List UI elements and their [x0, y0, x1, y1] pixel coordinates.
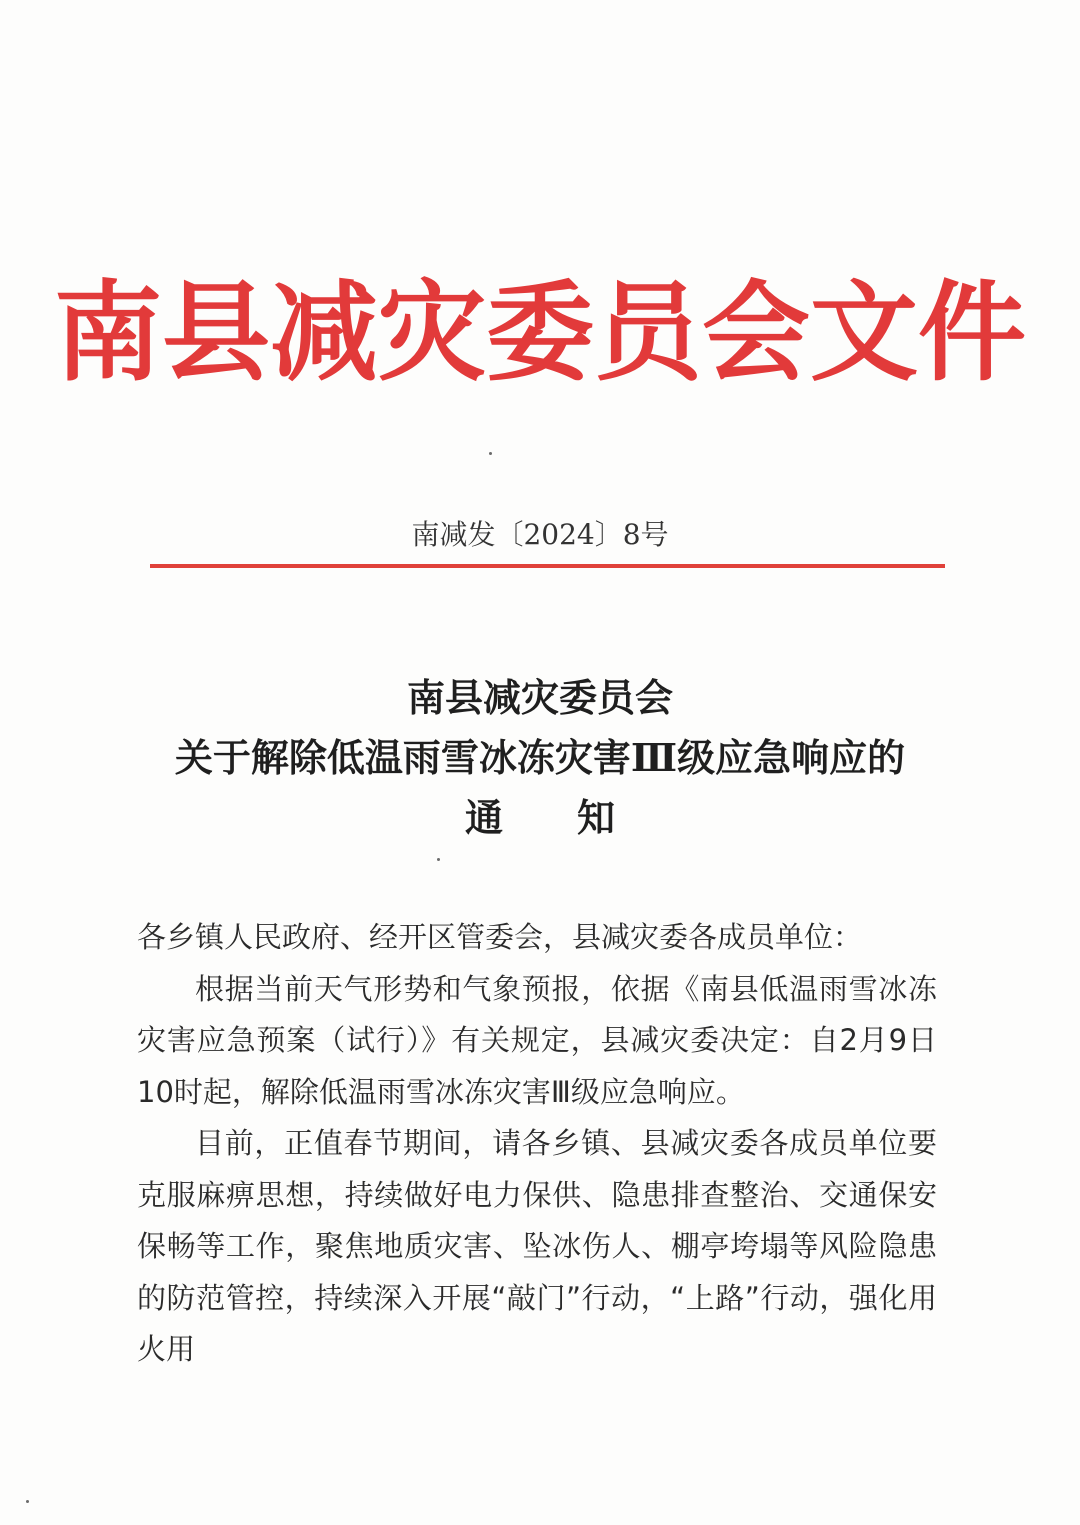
notice-body	[137, 912, 937, 1376]
document-number: 南减发〔2024〕8号	[411, 518, 669, 551]
body-paragraph-1: 根据当前天气形势和气象预报，依据《南县低温雨雪冰冻灾害应急预案（试行）》有关规定，县减灾委决定：自2月9日10时起，解除低温雨雪冰冻灾害Ⅲ级应急响应。	[137, 971, 937, 1109]
title-notice-word: 通知	[464, 795, 689, 840]
notice-title	[0, 668, 1080, 848]
body-paragraph-2: 目前，正值春节期间，请各乡镇、县减灾委各成员单位要克服麻痹思想，持续做好电力保供、隐患排查整治、交通保安保畅等工作，聚焦地质灾害、坠冰伤人、棚亭垮塌等风险隐患的防范管控，持续深入开展“敲门”行动，“上路”行动，强化用火用	[137, 1126, 937, 1366]
scan-speck	[26, 1500, 29, 1503]
scan-speck	[437, 858, 440, 861]
title-issuer: 南县减灾委员会	[406, 675, 673, 720]
red-divider-line	[150, 564, 945, 568]
title-subject: 关于解除低温雨雪冰冻灾害Ⅲ级应急响应的	[174, 735, 906, 780]
masthead-title: 南县减灾委员会文件	[53, 270, 1026, 396]
salutation: 各乡镇人民政府、经开区管委会，县减灾委各成员单位：	[137, 920, 863, 954]
scan-speck	[489, 452, 492, 455]
